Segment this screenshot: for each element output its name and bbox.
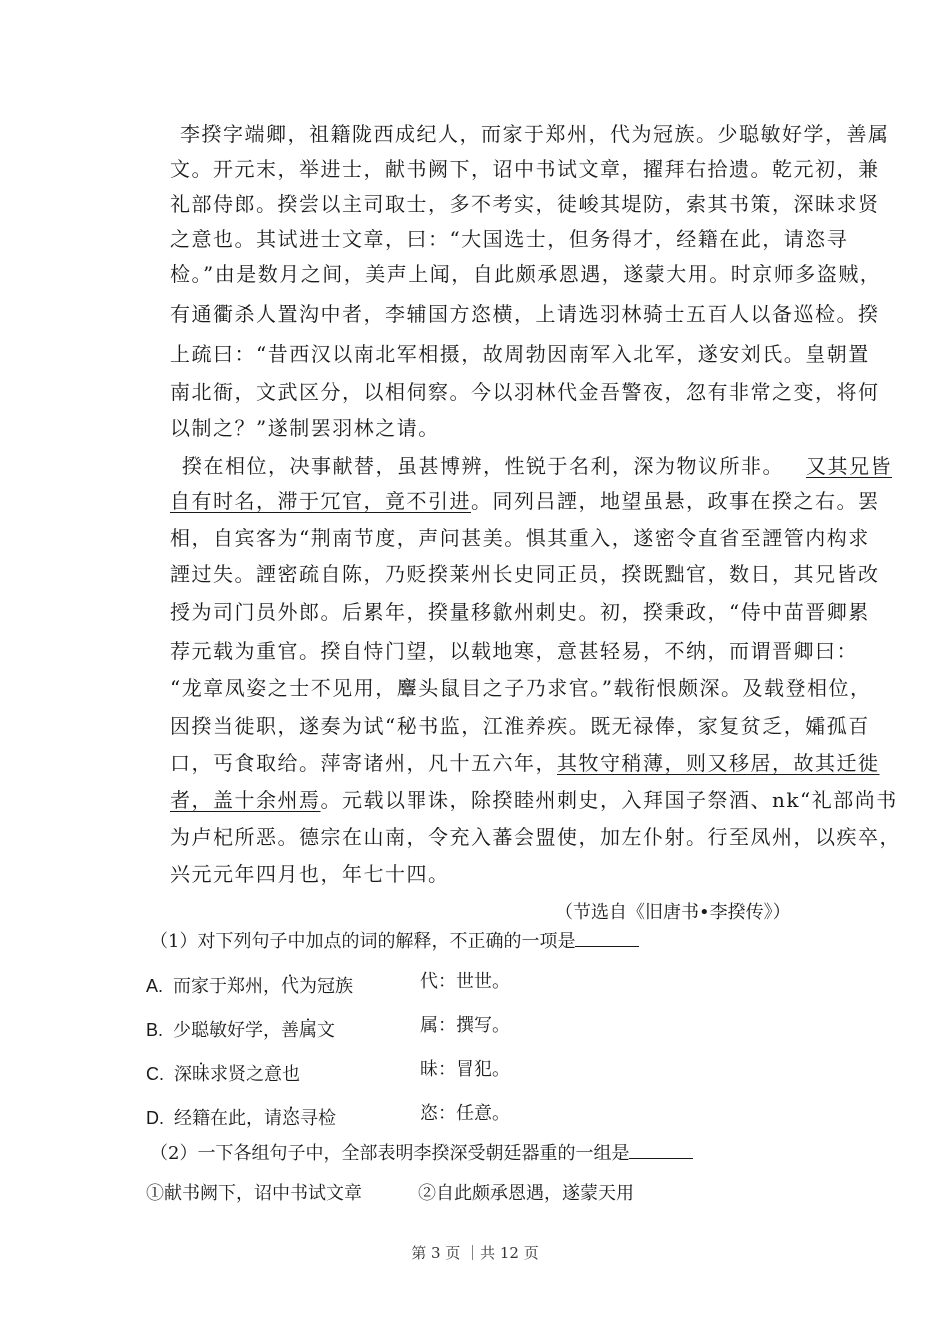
answer-blank	[629, 1140, 693, 1159]
dotted-word: 恣	[282, 1108, 300, 1129]
q2-item-1: ①献书阙下，诏中书试文章	[146, 1183, 362, 1204]
option-b-explanation: 属：撰写。	[420, 1015, 510, 1036]
dotted-word: 属	[299, 1020, 318, 1041]
passage-line	[170, 786, 898, 814]
question-2-stem	[150, 1140, 693, 1168]
q2-item-2: ②自此颇承恩遇，遂蒙天用	[418, 1183, 634, 1204]
passage-line: 相，自宾客为“荆南节度，声问甚美。惧其重入，遂密令直省至諲管内构求	[170, 526, 870, 550]
option-text: 寻检	[300, 1108, 336, 1129]
passage-text: 。元载以罪诛，除揆睦州刺史，入拜国子祭酒、nk“礼部尚书	[320, 788, 898, 812]
option-text: 而家于郑州，	[173, 976, 282, 997]
option-text: 经籍在此，请	[174, 1108, 282, 1129]
passage-line: 兴元元年四月也，年七十四。	[170, 862, 450, 886]
passage-line: 文。开元末，举进士，献书阙下，诏中书试文章，擢拜右拾遗。乾元初，兼	[170, 157, 880, 181]
option-letter: C.	[146, 1064, 164, 1084]
passage-line: 以制之？”遂制罢羽林之请。	[170, 416, 440, 440]
dotted-word: 代	[281, 976, 300, 997]
question-1-stem	[150, 928, 639, 956]
answer-blank	[575, 928, 639, 947]
option-d	[146, 1104, 336, 1133]
option-letter: B.	[146, 1020, 164, 1040]
option-d-explanation: 恣：任意。	[420, 1103, 510, 1124]
passage-text: 。同列吕諲，地望虽悬，政事在揆之右。罢	[471, 489, 880, 513]
option-text: 少聪敏好学，善	[173, 1020, 300, 1041]
passage-line: 諲过失。諲密疏自陈，乃贬揆莱州长史同正员，揆既黜官，数日，其兄皆改	[170, 562, 880, 586]
question-text: （1）对下列句子中加点的词的解释，不正确的一项是	[150, 931, 576, 952]
option-letter: A.	[146, 976, 164, 996]
passage-line: 礼部侍郎。揆尝以主司取士，多不考实，徒峻其堤防，索其书策，深昧求贤	[170, 192, 880, 216]
passage-line: 之意也。其试进士文章，曰：“大国选士，但务得才，经籍在此，请恣寻	[170, 227, 849, 251]
passage-line: “龙章凤姿之士不见用，麞头鼠目之子乃求官。”载衔恨颇深。及载登相位，	[170, 676, 872, 700]
passage-line: 为卢杞所恶。德宗在山南，令充入蕃会盟使，加左仆射。行至凤州，以疾卒，	[170, 825, 901, 849]
passage-text: 揆在相位，决事献替，虽甚博辨，性锐于名利，深为物议所非。	[182, 454, 784, 478]
passage-line	[182, 452, 892, 480]
underlined-sentence: 者，盖十余州焉	[170, 788, 321, 812]
passage-line: 李揆字端卿，祖籍陇西成纪人，而家于郑州，代为冠族。少聪敏好学，善属	[180, 122, 890, 146]
passage-line: 有通衢杀人置沟中者，李辅国方恣横，上请选羽林骑士五百人以备巡检。揆	[170, 302, 880, 326]
passage-text: 口，丐食取给。萍寄诸州，凡十五六年，	[170, 751, 557, 775]
option-a-explanation: 代：世世。	[420, 971, 510, 992]
option-b	[146, 1016, 335, 1045]
underlined-sentence: 又其兄皆	[806, 454, 892, 478]
page-footer: 第 3 页 ｜共 12 页	[411, 1244, 539, 1262]
option-text: 深	[174, 1064, 192, 1085]
option-a	[146, 972, 353, 1001]
option-letter: D.	[146, 1108, 164, 1128]
option-text: 求贤之意也	[210, 1064, 300, 1085]
passage-line: 南北衙，文武区分，以相伺察。今以羽林代金吾警夜，忽有非常之变，将何	[170, 380, 880, 404]
passage-line: 因揆当徙职，遂奏为试“秘书监，江淮养疾。既无禄俸，家复贫乏，孀孤百	[170, 714, 870, 738]
option-c-explanation: 昧：冒犯。	[420, 1059, 510, 1080]
passage-line: 荐元载为重官。揆自恃门望，以载地寒，意甚轻易，不纳，而谓晋卿曰：	[170, 639, 858, 663]
question-text: （2）一下各组句子中，全部表明李揆深受朝廷器重的一组是	[150, 1143, 630, 1164]
dotted-word: 昧	[192, 1064, 210, 1085]
passage-line	[170, 487, 880, 515]
underlined-sentence: 其牧守稍薄，则又移居，故其迁徙	[557, 751, 880, 775]
passage-line: 授为司门员外郎。后累年，揆量移歙州刺史。初，揆秉政，“侍中苗晋卿累	[170, 600, 870, 624]
passage-line	[170, 749, 880, 777]
source-citation: （节选自《旧唐书•李揆传》）	[555, 902, 791, 923]
option-text: 文	[317, 1020, 336, 1041]
passage-line: 上疏曰：“昔西汉以南北军相摄，故周勃因南军入北军，遂安刘氏。皇朝置	[170, 342, 870, 366]
underlined-sentence: 自有时名，滞于冗官，竟不引进	[170, 489, 471, 513]
option-text: 为冠族	[299, 976, 354, 997]
passage-line: 检。”由是数月之间，美声上闻，自此颇承恩遇，遂蒙大用。时京师多盗贼，	[170, 262, 882, 286]
option-c	[146, 1060, 300, 1089]
